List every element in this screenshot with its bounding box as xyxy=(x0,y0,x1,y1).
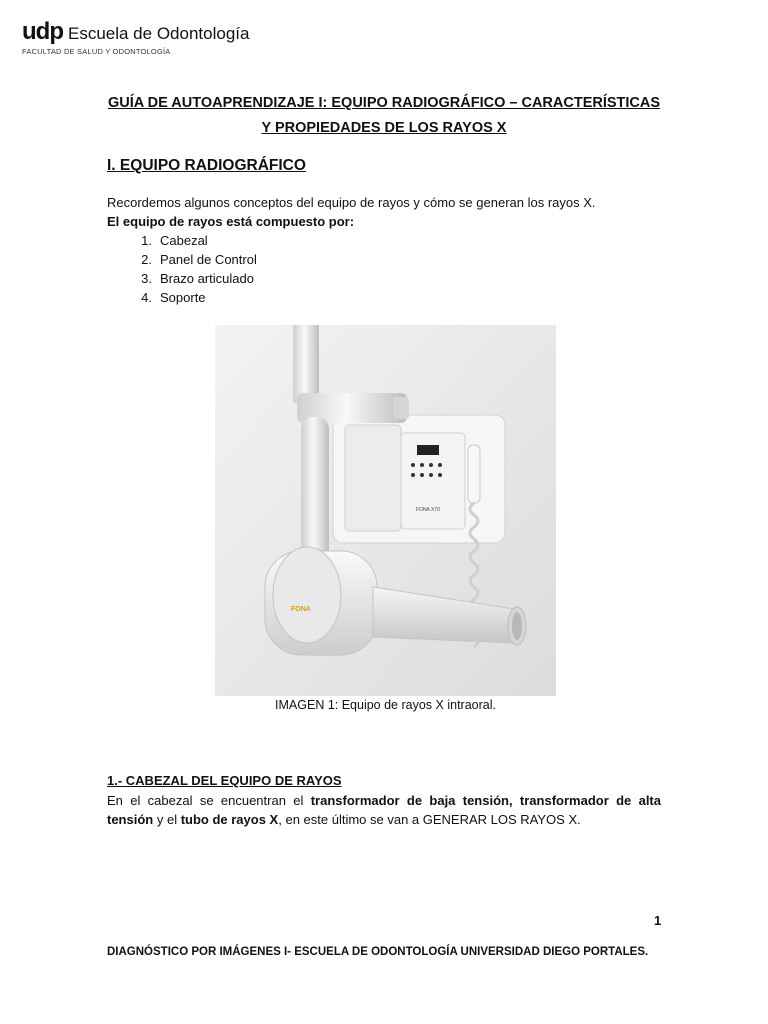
page-number: 1 xyxy=(654,913,662,928)
logo-main xyxy=(22,18,249,46)
xray-equipment-illustration xyxy=(215,325,556,696)
paragraph-text: y el xyxy=(153,812,181,827)
paragraph-text: , en este último se van a GENERAR LOS RAYOS X. xyxy=(278,812,581,827)
document-title-line2: Y PROPIEDADES DE LOS RAYOS X xyxy=(261,120,507,136)
list-item xyxy=(107,290,257,309)
document-title-line1: GUÍA DE AUTOAPRENDIZAJE I: EQUIPO RADIOGRÁFICO – CARACTERÍSTICAS xyxy=(107,95,661,111)
list-label: Panel de Control xyxy=(160,252,257,267)
list-item xyxy=(107,252,257,271)
brand-mark: udp xyxy=(22,18,63,45)
header-logo xyxy=(22,18,249,56)
intro-paragraph: Recordemos algunos conceptos del equipo de rayos y cómo se generan los rayos X. xyxy=(107,195,596,210)
list-number: 1. xyxy=(141,233,152,248)
components-list xyxy=(107,233,257,309)
subsection-heading: 1.- CABEZAL DEL EQUIPO DE RAYOS xyxy=(107,773,342,788)
subsection-paragraph xyxy=(107,791,661,829)
list-number: 3. xyxy=(141,271,152,286)
list-label: Cabezal xyxy=(160,233,208,248)
head-brand-label: FONA xyxy=(291,606,311,613)
list-number: 4. xyxy=(141,290,152,305)
list-item xyxy=(107,271,257,290)
faculty-name: FACULTAD DE SALUD Y ODONTOLOGÍA xyxy=(22,47,171,56)
paragraph-bold-text: tubo de rayos X xyxy=(180,812,279,827)
paragraph-bold-text: transformador de baja tensión, transformador de alta tensión xyxy=(107,793,661,827)
figure-caption: IMAGEN 1: Equipo de rayos X intraoral. xyxy=(275,698,496,712)
panel-label: FONA X70 xyxy=(416,507,440,513)
paragraph-text: En el cabezal se encuentran el xyxy=(107,793,311,808)
components-intro: El equipo de rayos está compuesto por: xyxy=(107,214,355,229)
list-number: 2. xyxy=(141,252,152,267)
page-footer: DIAGNÓSTICO POR IMÁGENES I- ESCUELA DE ODONTOLOGÍA UNIVERSIDAD DIEGO PORTALES. xyxy=(107,946,649,958)
list-label: Soporte xyxy=(160,290,206,305)
school-name: Escuela de Odontología xyxy=(67,24,250,43)
section-heading: I. EQUIPO RADIOGRÁFICO xyxy=(107,157,306,174)
list-item xyxy=(107,233,257,252)
xray-equipment-image xyxy=(215,325,556,696)
list-label: Brazo articulado xyxy=(160,271,254,286)
